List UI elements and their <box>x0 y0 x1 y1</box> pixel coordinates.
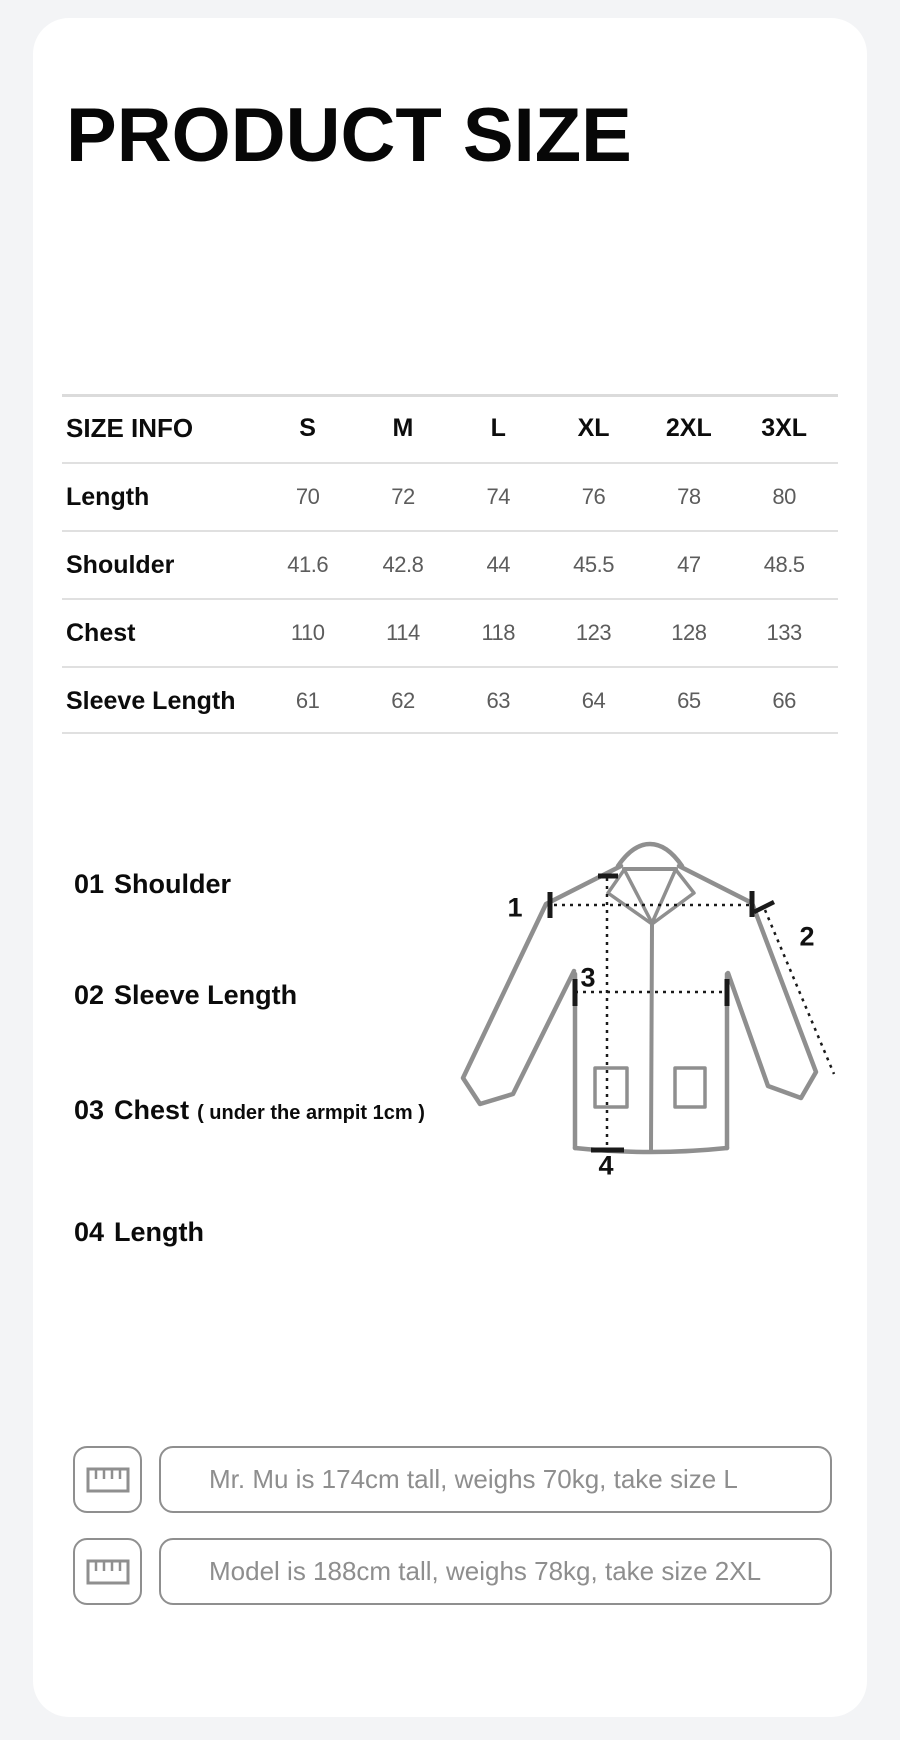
row-label: Shoulder <box>66 550 175 579</box>
ruler-icon <box>86 1559 130 1585</box>
cell-value: 44 <box>486 552 510 577</box>
diagram-marker-3: 3 <box>580 962 596 993</box>
cell-value: 128 <box>671 620 707 645</box>
row-label: Length <box>66 482 150 511</box>
ruler-icon-box <box>73 1446 142 1513</box>
cell-value: 80 <box>772 484 796 509</box>
row-label: Sleeve Length <box>66 686 236 715</box>
cell-value: 76 <box>581 484 606 509</box>
measure-number: 02 <box>74 980 105 1010</box>
fit-note-text-box: Model is 188cm tall, weighs 78kg, take size 2XL <box>159 1538 832 1605</box>
cell-value: 123 <box>575 620 612 645</box>
measure-note: ( under the armpit 1cm ) <box>197 1102 425 1124</box>
measure-text: Length <box>114 1217 205 1247</box>
cell-value: 118 <box>481 620 516 645</box>
cell-value: 61 <box>295 688 320 713</box>
cell-value: 133 <box>766 620 802 645</box>
cell-value: 64 <box>581 688 606 713</box>
row-label: Chest <box>66 618 136 647</box>
column-header-3xl: 3XL <box>761 413 808 442</box>
measure-label-length <box>74 1215 204 1249</box>
table-row-length <box>66 463 832 531</box>
size-table-header-row <box>66 394 832 462</box>
measure-number: 04 <box>74 1217 105 1247</box>
cell-value: 47 <box>677 552 701 577</box>
diagram-marker-2: 2 <box>799 921 815 952</box>
measure-text: Shoulder <box>114 869 232 899</box>
column-header-s: S <box>299 413 316 442</box>
measure-label-chest <box>74 1093 425 1127</box>
diagram-marker-1: 1 <box>507 892 523 923</box>
column-header-xl: XL <box>577 413 610 442</box>
table-row-shoulder <box>66 531 832 599</box>
ruler-icon-box <box>73 1538 142 1605</box>
cell-value: 45.5 <box>573 552 614 577</box>
jacket-outline-drawing <box>418 752 848 1182</box>
measure-number: 03 <box>74 1095 105 1125</box>
cell-value: 42.8 <box>382 552 424 577</box>
cell-value: 66 <box>772 688 796 713</box>
cell-value: 63 <box>486 688 510 713</box>
fit-note-text-box: Mr. Mu is 174cm tall, weighs 70kg, take size L <box>159 1446 832 1513</box>
page-title: PRODUCT SIZE <box>66 93 632 178</box>
column-header-m: M <box>392 413 414 442</box>
measure-label-shoulder <box>74 867 231 901</box>
measure-number: 01 <box>74 869 105 899</box>
cell-value: 78 <box>677 484 701 509</box>
cell-value: 114 <box>386 620 420 645</box>
cell-value: 62 <box>391 688 415 713</box>
table-row-sleeve-length <box>66 667 832 735</box>
table-row-chest <box>66 599 832 667</box>
column-header-l: L <box>490 413 506 442</box>
measure-text: Sleeve Length <box>114 980 298 1010</box>
measure-text: Chest <box>114 1095 190 1125</box>
cell-value: 65 <box>677 688 701 713</box>
column-header-2xl: 2XL <box>665 413 712 442</box>
cell-value: 70 <box>295 484 320 509</box>
cell-value: 74 <box>486 484 510 509</box>
size-info-header: SIZE INFO <box>66 412 194 443</box>
measure-label-sleeve-length <box>74 978 297 1012</box>
diagram-marker-4: 4 <box>598 1150 614 1181</box>
cell-value: 72 <box>391 484 415 509</box>
cell-value: 41.6 <box>287 552 329 577</box>
cell-value: 110 <box>290 620 325 645</box>
ruler-icon <box>86 1467 130 1493</box>
cell-value: 48.5 <box>763 552 805 577</box>
jacket-measurement-diagram <box>418 752 848 1182</box>
